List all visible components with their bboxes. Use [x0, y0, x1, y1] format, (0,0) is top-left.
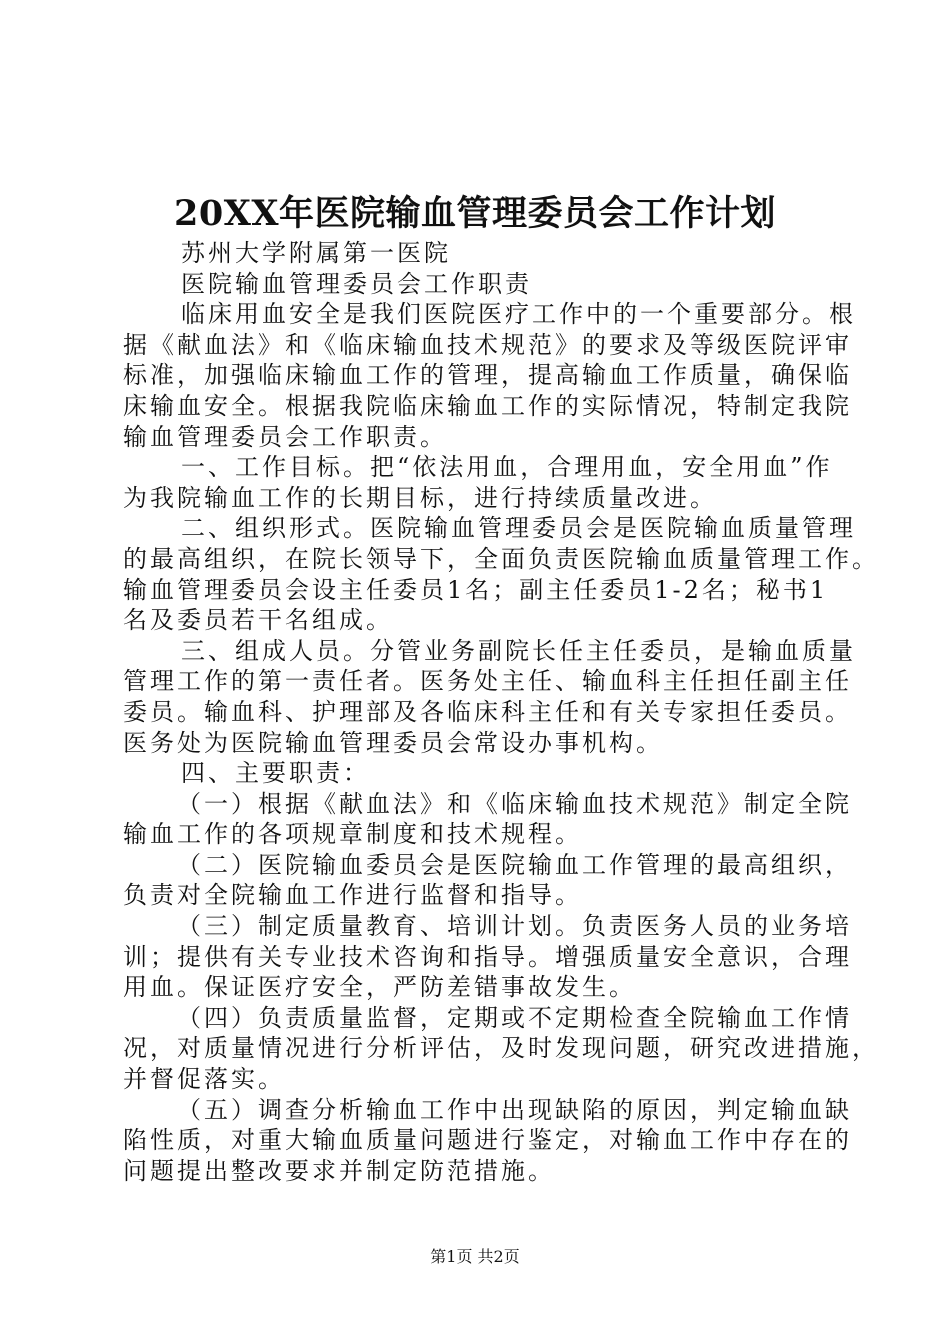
text-line: 医务处为医院输血管理委员会常设办事机构。: [123, 728, 663, 757]
text-line: 四、主要职责：: [181, 759, 370, 788]
text-line: 二、组织形式。医院输血管理委员会是医院输血质量管理: [181, 514, 856, 543]
text-line: 输血工作的各项规章制度和技术规程。: [123, 820, 582, 849]
text-line: 标准，加强临床输血工作的管理，提高输血工作质量，确保临: [123, 361, 852, 390]
text-line: 三、组成人员。分管业务副院长任主任委员，是输血质量: [181, 636, 856, 665]
text-line: 输血管理委员会设主任委员1名；副主任委员1-2名；秘书1: [123, 575, 829, 604]
text-line: 床输血安全。根据我院临床输血工作的实际情况，特制定我院: [123, 391, 852, 420]
text-line: （三）制定质量教育、培训计划。负责医务人员的业务培: [177, 912, 852, 941]
text-line: 临床用血安全是我们医院医疗工作中的一个重要部分。根: [181, 300, 856, 329]
text-line: 训；提供有关专业技术咨询和指导。增强质量安全意识，合理: [123, 942, 852, 971]
text-line: 负责对全院输血工作进行监督和指导。: [123, 881, 582, 910]
text-line: 的最高组织，在院长领导下，全面负责医院输血质量管理工作。: [123, 544, 879, 573]
text-line: 管理工作的第一责任者。医务处主任、输血科主任担任副主任: [123, 667, 852, 696]
text-line: 为我院输血工作的长期目标，进行持续质量改进。: [123, 483, 717, 512]
text-line: 并督促落实。: [123, 1065, 285, 1094]
text-line: 用血。保证医疗安全，严防差错事故发生。: [123, 973, 636, 1002]
document-title: 20XX年医院输血管理委员会工作计划: [173, 193, 777, 234]
text-line: 一、工作目标。把“依法用血，合理用血，安全用血”作: [181, 453, 833, 482]
text-line: （二）医院输血委员会是医院输血工作管理的最高组织，: [177, 850, 852, 879]
document-body: [123, 238, 879, 1186]
text-line: 问题提出整改要求并制定防范措施。: [123, 1156, 555, 1185]
text-line: 据《献血法》和《临床输血技术规范》的要求及等级医院评审: [123, 330, 852, 359]
text-line: （五）调查分析输血工作中出现缺陷的原因，判定输血缺: [177, 1095, 852, 1124]
text-line: 医院输血管理委员会工作职责: [181, 269, 532, 298]
text-line: 输血管理委员会工作职责。: [123, 422, 447, 451]
text-line: 名及委员若干名组成。: [123, 606, 393, 635]
text-line: 苏州大学附属第一医院: [181, 239, 451, 267]
text-line: （四）负责质量监督，定期或不定期检查全院输血工作情: [177, 1003, 852, 1032]
text-line: 况，对质量情况进行分析评估，及时发现问题，研究改进措施，: [123, 1034, 879, 1063]
text-line: 陷性质，对重大输血质量问题进行鉴定，对输血工作中存在的: [123, 1126, 852, 1155]
text-line: 委员。输血科、护理部及各临床科主任和有关专家担任委员。: [123, 697, 852, 726]
text-line: （一）根据《献血法》和《临床输血技术规范》制定全院: [177, 789, 852, 818]
page-footer: 第1页 共2页: [430, 1247, 520, 1266]
